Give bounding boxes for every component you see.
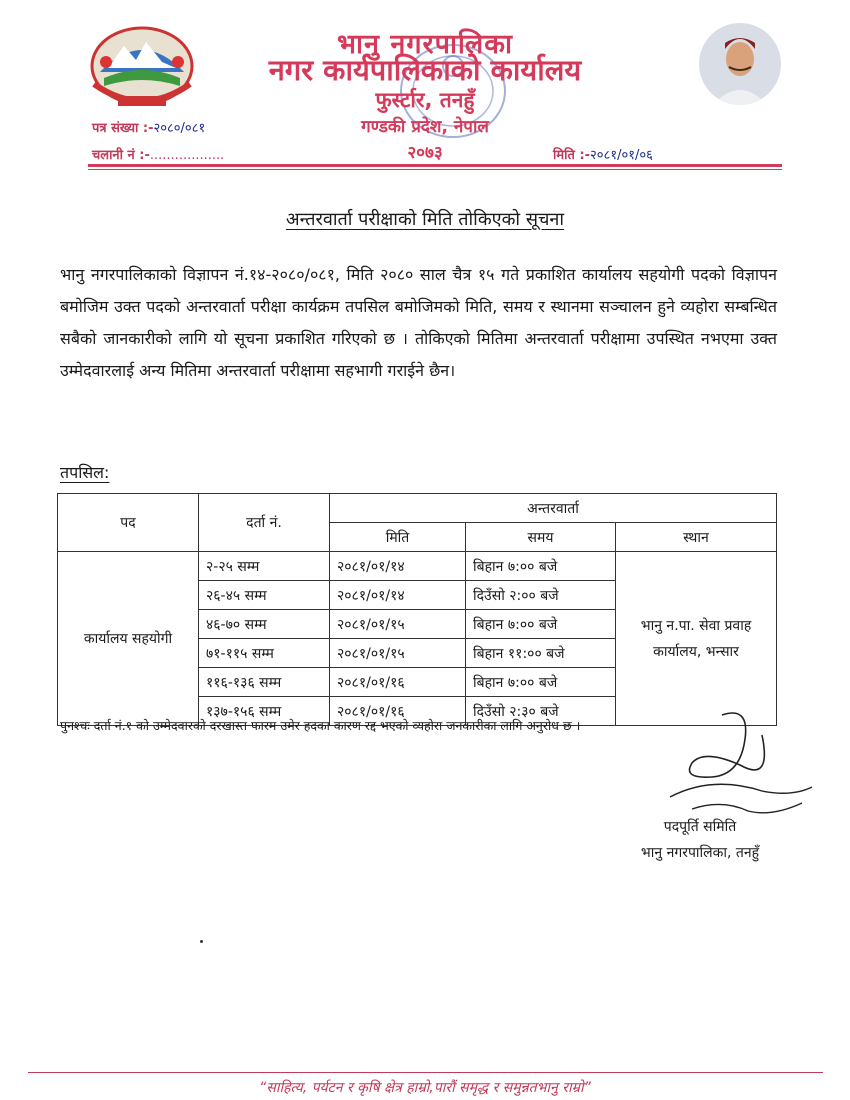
- header-divider-thin: [88, 169, 782, 170]
- date-cell: २०८१/०१/१४: [330, 552, 466, 581]
- dispatch-number-label: चलानी नं :-: [92, 148, 150, 163]
- reg-no-cell: ११६-१३६ सम्म: [199, 668, 330, 697]
- date-cell: २०८१/०१/१५: [330, 610, 466, 639]
- office-name: नगर कार्यपालिकाको कार्यालय: [268, 53, 582, 87]
- interview-schedule-table: [57, 493, 777, 726]
- header-time: समय: [466, 523, 616, 552]
- established-year: २०७३: [407, 143, 443, 163]
- notice-title: अन्तरवार्ता परीक्षाको मिति तोकिएको सूचना: [285, 209, 565, 230]
- post-cell: कार्यालय सहयोगी: [58, 552, 199, 726]
- footer-motto: “साहित्य, पर्यटन र कृषि क्षेत्र हाम्रो,पारौं समृद्ध र समुन्नतभानु राम्रो”: [259, 1080, 591, 1096]
- dispatch-number-value: ..................: [149, 148, 225, 163]
- handwritten-signature: [652, 705, 822, 825]
- header-post: पद: [58, 494, 199, 552]
- time-cell: दिउँसो २:३० बजे: [466, 697, 616, 726]
- venue-cell: [616, 552, 777, 726]
- time-cell: बिहान ७:०० बजे: [466, 610, 616, 639]
- letter-date-value: २०८१/०१/०६: [590, 148, 653, 163]
- time-cell: बिहान ७:०० बजे: [466, 668, 616, 697]
- table-row: [58, 552, 777, 581]
- postscript-note: पुनश्चः दर्ता नं.१ को उम्मेदवारको दरखास्त फारम उमेर हदका कारण रद्द भएको व्यहोरा जनकारीका लागि अनुरोध छ ।: [60, 718, 581, 733]
- date-cell: २०८१/०१/१६: [330, 697, 466, 726]
- header-divider: [88, 164, 782, 167]
- details-label: तपसिल:: [60, 463, 110, 482]
- header-interview: अन्तरवार्ता: [330, 494, 777, 523]
- date-cell: २०८१/०१/१५: [330, 639, 466, 668]
- notice-body: भानु नगरपालिकाको विज्ञापन नं.१४-२०८०/०८१, मिति २०८० साल चैत्र १५ गते प्रकाशित कार्यालय सहयोगी पदको विज्ञापन बमोजिम उक्त पदको अन्तरवार्ता परीक्षा कार्यक्रम तपसिल बमोजिमको मिति, समय र स्थानमा सञ्चालन हुने व्यहोरा सम्बन्धित सबैको जानकारीको लागि यो सूचना प्रकाशित गरिएको छ । तोकिएको मितिमा अन्तरवार्ता परीक्षामा उपस्थित नभएमा उक्त उम्मेदवारलाई अन्य मितिमा अन्तरवार्ता परीक्षामा सहभागी गराईने छैन।: [60, 265, 777, 380]
- time-cell: दिउँसो २:०० बजे: [466, 581, 616, 610]
- header-reg-no: दर्ता नं.: [199, 494, 330, 552]
- header-date: मिति: [330, 523, 466, 552]
- venue-line-2: कार्यालय, भन्सार: [653, 643, 739, 660]
- reg-no-cell: १३७-१५६ सम्म: [199, 697, 330, 726]
- footer-divider: [28, 1072, 823, 1073]
- reg-no-cell: २-२५ सम्म: [199, 552, 330, 581]
- reg-no-cell: ४६-७० सम्म: [199, 610, 330, 639]
- dispatch-number: [92, 145, 224, 163]
- time-cell: बिहान ७:०० बजे: [466, 552, 616, 581]
- poet-portrait: [699, 23, 781, 105]
- letter-number-label: पत्र संख्या :-: [92, 121, 154, 136]
- venue-line-1: भानु न.पा. सेवा प्रवाह: [640, 617, 752, 634]
- signatory-role: पदपूर्ति समिति: [663, 819, 737, 835]
- reg-no-cell: २६-४५ सम्म: [199, 581, 330, 610]
- header-venue: स्थान: [616, 523, 777, 552]
- ink-speck: [200, 940, 203, 943]
- letter-date-label: मिति :-: [553, 148, 591, 163]
- office-location: फुर्स्टार, तनहुँ: [375, 88, 475, 112]
- reg-no-cell: ७१-११५ सम्म: [199, 639, 330, 668]
- signatory-office: भानु नगरपालिका, तनहुँ: [640, 845, 760, 861]
- letter-number-value: २०८०/०८१: [153, 121, 206, 136]
- letter-number: [92, 118, 205, 136]
- province-name: गण्डकी प्रदेश, नेपाल: [361, 117, 489, 137]
- letter-date: [553, 145, 653, 163]
- date-cell: २०८१/०१/१४: [330, 581, 466, 610]
- municipality-name: भानु नगरपालिका: [337, 29, 513, 60]
- time-cell: बिहान ११:०० बजे: [466, 639, 616, 668]
- date-cell: २०८१/०१/१६: [330, 668, 466, 697]
